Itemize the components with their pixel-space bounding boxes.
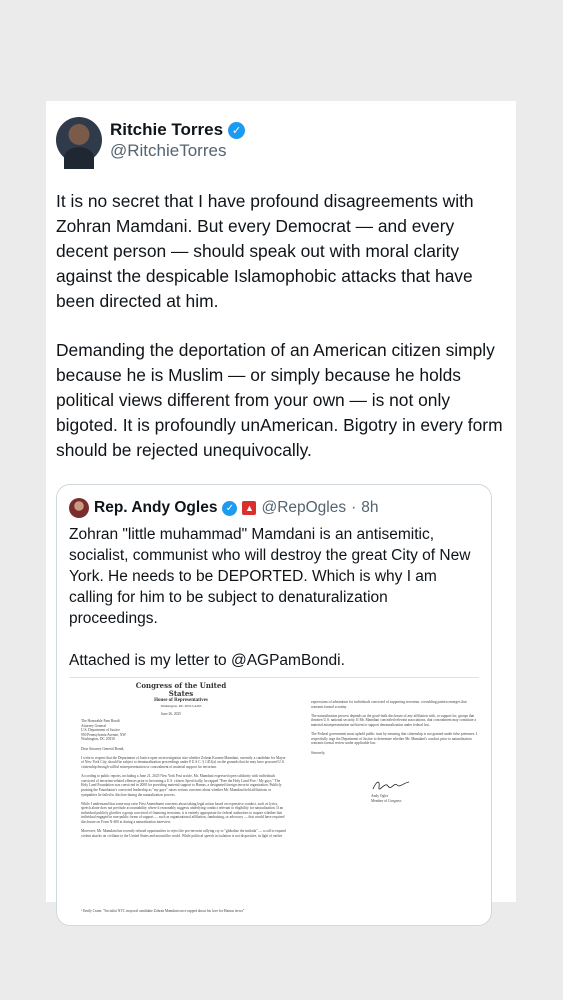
- author-name-row[interactable]: [110, 120, 245, 140]
- tweet-paragraph-2: Demanding the deportation of an American citizen simply because he is Muslim — or simply because he holds political views different from your own — is not only bigoted. It is profoundly unAmerican. Bigotry in every form should be rejected unequivocally.: [56, 340, 503, 460]
- signature-image: [371, 778, 411, 792]
- quoted-text: [69, 524, 479, 692]
- quoted-paragraph-1: Zohran "little muhammad" Mamdani is an antisemitic, socialist, communist who will destroy the great City of New York. He needs to be DEPORTED. Which is why I am calling for him to be subject to denaturalization proceedings.: [69, 526, 471, 627]
- letter-heading: [131, 682, 231, 709]
- quoted-tweet[interactable]: [56, 484, 492, 926]
- quoted-header: [69, 498, 379, 518]
- tweet-header: [56, 117, 496, 167]
- letter-date: June 26, 2025: [161, 712, 182, 716]
- quoted-author-name: Rep. Andy Ogles: [94, 499, 218, 516]
- tweet-text: [56, 189, 504, 487]
- author-name[interactable]: Ritchie Torres: [110, 120, 224, 139]
- letter-signer-title: Member of Congress: [371, 799, 402, 803]
- letter-signer-name: Andy Ogles: [371, 794, 389, 798]
- verified-badge-icon: ✓: [222, 501, 237, 516]
- letter-right-column: expressions of admiration for individuals convicted of supporting terrorism, a troubling pattern emerges that warrants formal scrutiny. The naturalization process depends on the good-faith disclosure of any affiliation with, or support for, groups that threaten U.S. national security. If Mr. Mamdani concealed relevant associations, that concealment may constitute a material misrepresentation sufficient to support denaturalization under federal law. The Federal government must uphold public trust by ensuring that citizenship is not granted under false pretenses. I respectfully urge the Department of Justice to determine whether Mr. Mamdani's conduct prior to naturalization warrants formal review under applicable law. Sincerely,: [311, 700, 478, 755]
- dot-separator: ·: [351, 499, 357, 516]
- flag-badge-icon: ▲: [242, 501, 256, 515]
- author-handle[interactable]: @RitchieTorres: [110, 141, 227, 160]
- tweet-card[interactable]: [46, 101, 516, 913]
- letter-heading-line-2: House of Representatives: [154, 698, 208, 703]
- quoted-paragraph-2: Attached is my letter to @AGPamBondi.: [69, 652, 345, 669]
- letter-heading-line-3: Washington, DC 20515-4205: [160, 704, 202, 708]
- quoted-avatar[interactable]: [69, 498, 89, 518]
- letter-left-column: The Honorable Pam Bondi Attorney General U.S. Department of Justice 950 Pennsylvania Avenue, NW Washington, DC 20530 Dear Attorney General Bondi, I write to request that the Department of Justice open an investigation into whether Zohran Kwame Mamdani, currently a candidate for Mayor of New York City, should be subject to denaturalization proceedings under 8 U.S.C. § 1451(a) on the grounds that he may have procured U.S. citizenship through willful misrepresentation or concealment of material support for terrorism. According to public reports, including a June 21, 2025 New York Post article, Mr. Mamdani expressed open solidarity with individuals convicted of terrorism-related offenses prior to becoming a U.S. citizen. Specifically, he rapped "Free the Holy Land Five / My guys." The Holy Land Foundation was convicted in 2008 for providing material support to Hamas, a designated foreign terrorist organization. Publicly praising the Foundation's convicted leadership as "my guys" raises serious concerns about whether Mr. Mamdani held affiliations or sympathies he failed to disclose during the naturalization process. While I understand that some may raise First Amendment concerns about taking legal action based on expressive conduct, such as lyrics, speech alone does not preclude accountability where it reasonably suggests underlying conduct relevant to eligibility for naturalization. If an individual publicly glorifies a group convicted of financing terrorism, it is entirely appropriate for federal authorities to inquire whether that individual engaged in non-public forms of support — such as organizational affiliation, fundraising, or advocacy — that would have required disclosure on Form N-400 at during a naturalization interview. Moreover, Mr. Mamdani has recently refused opportunities to reject the pro-terrorist rallying cry to "globalize the intifada" — a call to expand violent attacks on civilians to the United States and around the world. While political speech in isolation is not dispositive, in light of earlier: [81, 719, 286, 838]
- quoted-author-handle: @RepOgles: [261, 499, 347, 516]
- verified-badge-icon: ✓: [228, 122, 245, 139]
- quoted-timestamp: 8h: [361, 499, 379, 516]
- letter-heading-line-1: Congress of the United States: [135, 681, 227, 698]
- letter-footnote: ¹ Emily Crane, "Socialist NYC mayoral candidate Zohran Mamdani once rapped about his love for Hamas terror": [81, 909, 245, 913]
- avatar[interactable]: [56, 117, 102, 163]
- tweet-paragraph-1: It is no secret that I have profound disagreements with Zohran Mamdani. But every Democrat — and every decent person — should speak out with moral clarity against the despicable Islamophobic attacks that have been directed at him.: [56, 191, 474, 311]
- letter-image[interactable]: [69, 677, 479, 918]
